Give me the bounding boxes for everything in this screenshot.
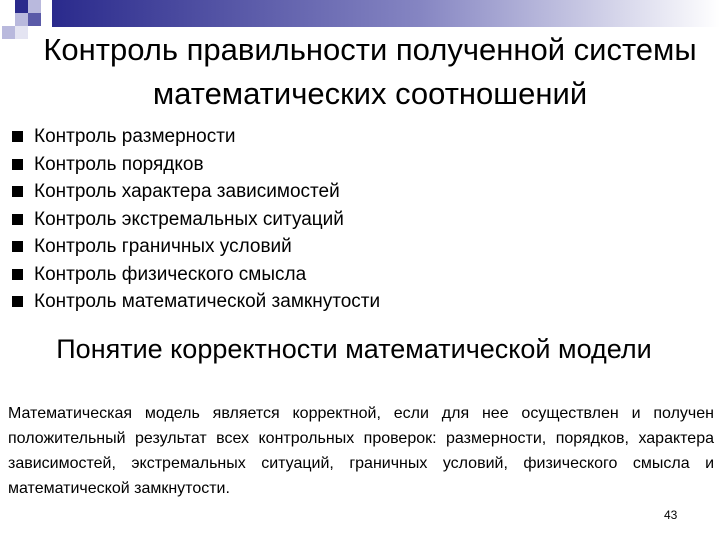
square-bullet-icon: [12, 186, 23, 197]
list-item-label: Контроль граничных условий: [34, 236, 292, 257]
list-item-label: Контроль характера зависимостей: [34, 181, 340, 202]
section-heading: Понятие корректности математической модели: [56, 334, 652, 364]
square-bullet-icon: [12, 296, 23, 307]
slide-title: Контроль правильности полученной системы математических соотношений: [43, 32, 697, 111]
list-item-label: Контроль размерности: [34, 126, 236, 147]
list-item: [12, 151, 380, 179]
square-bullet-icon: [12, 241, 23, 252]
list-item: [12, 178, 380, 206]
square-bullet-icon: [12, 159, 23, 170]
list-item: [12, 261, 380, 289]
list-item-label: Контроль математической замкнутости: [34, 291, 381, 312]
definition-paragraph: Математическая модель является корректной, если для нее осуществлен и получен положительный результат всех контрольных проверок: размерности, порядков, характера зависимостей, экстремальных ситуаций, граничных условий, физического смысла и математической замкнутости.: [8, 405, 714, 497]
list-item: [12, 206, 380, 234]
square-bullet-icon: [12, 131, 23, 142]
list-item-label: Контроль порядков: [34, 153, 204, 175]
square-bullet-icon: [12, 269, 23, 280]
control-list: [12, 123, 380, 316]
square-bullet-icon: [12, 214, 23, 225]
list-item-label: Контроль экстремальных ситуаций: [34, 208, 344, 230]
list-item: [12, 288, 380, 316]
page-number: 43: [664, 508, 678, 522]
list-item-label: Контроль физического смысла: [34, 263, 307, 285]
list-item: [12, 233, 380, 261]
list-item: [12, 123, 380, 151]
